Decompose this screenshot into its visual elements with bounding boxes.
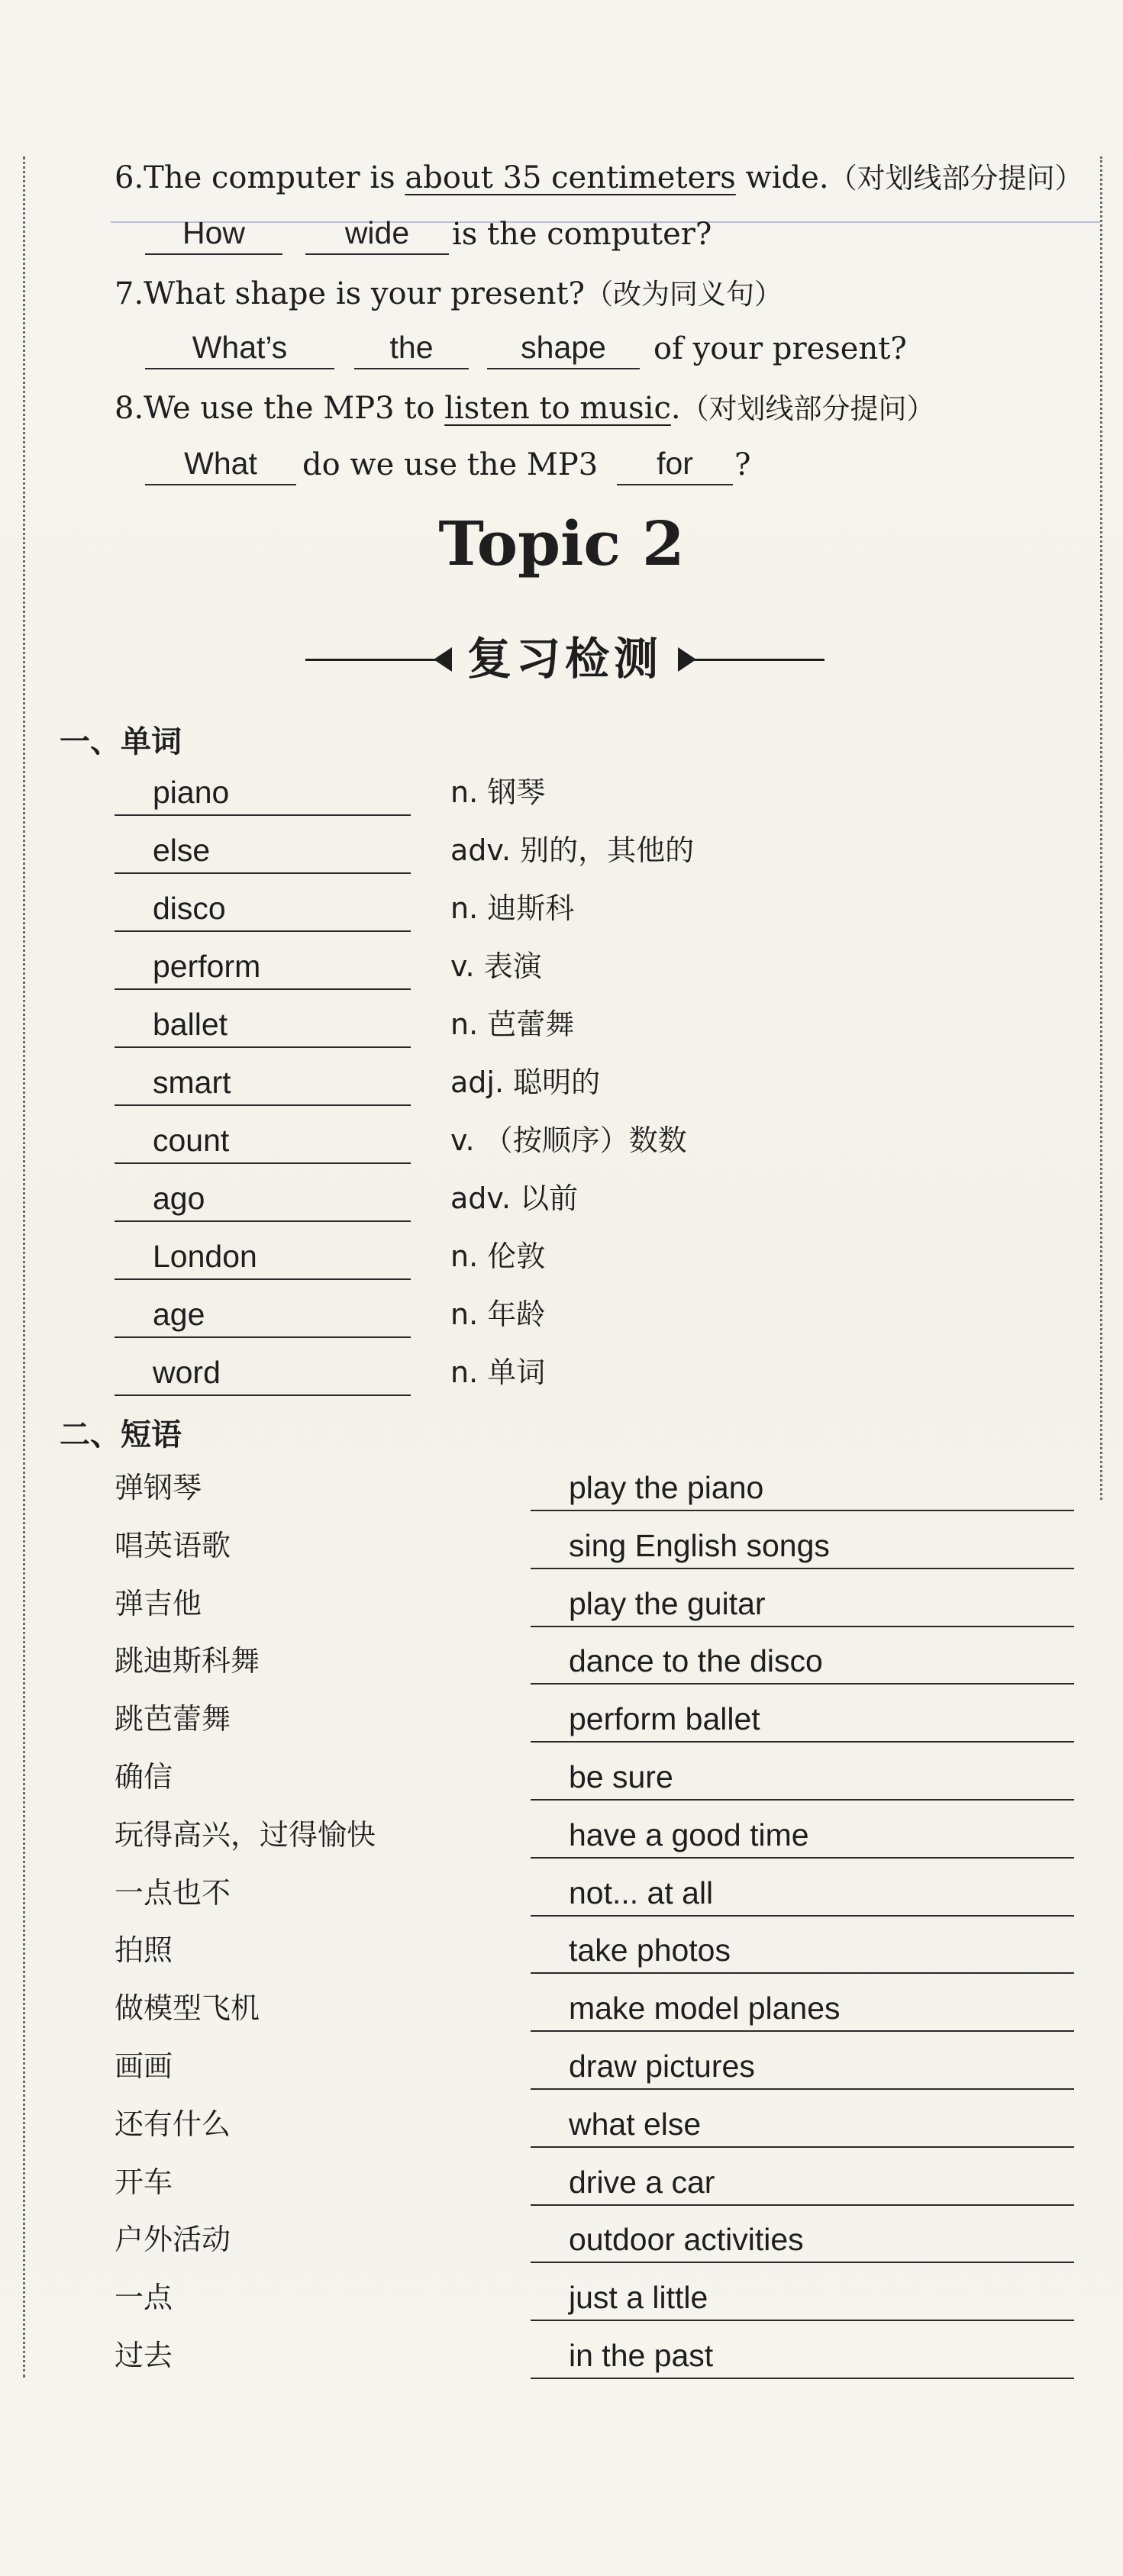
instruction: （对划线部分提问）	[828, 162, 1083, 195]
right-dotted-border	[1100, 156, 1102, 1500]
answer-mid: do we use the MP3	[302, 447, 599, 482]
phrase-chinese: 唱英语歌	[115, 1528, 231, 1562]
banner-line-left	[305, 659, 437, 661]
phrase-chinese: 一点	[115, 2281, 173, 2315]
phrase-english-blank[interactable]: play the guitar	[531, 1580, 1074, 1627]
sentence-text: What shape is your present?	[144, 276, 586, 311]
phrase-english-blank[interactable]: perform ballet	[531, 1695, 1074, 1743]
answer-tail: of your present?	[653, 331, 907, 366]
phrase-english-blank[interactable]: make model planes	[531, 1984, 1074, 2032]
phrase-chinese: 玩得高兴，过得愉快	[115, 1817, 376, 1852]
vocab-meaning: v. 表演	[450, 949, 542, 983]
phrase-chinese: 还有什么	[115, 2107, 231, 2141]
phrase-chinese: 跳芭蕾舞	[115, 1702, 231, 1736]
sentence-number: 8.	[115, 391, 144, 426]
vocab-meaning: n. 迪斯科	[450, 891, 575, 925]
answer-blank[interactable]: What	[145, 443, 296, 485]
sentence-7	[115, 271, 783, 312]
vocab-meaning: n. 伦敦	[450, 1240, 546, 1273]
phrase-english-blank[interactable]: dance to the disco	[531, 1637, 1074, 1685]
instruction: （改为同义句）	[585, 278, 783, 311]
phrase-english-blank[interactable]: be sure	[531, 1753, 1074, 1801]
vocab-heading: 一、单词	[60, 724, 182, 759]
answer-tail: ?	[734, 447, 751, 482]
phrase-chinese: 确信	[115, 1760, 173, 1794]
section-banner	[305, 632, 825, 685]
vocab-meaning: n. 芭蕾舞	[450, 1008, 575, 1041]
sentence-6	[115, 155, 1083, 196]
phrase-chinese: 弹钢琴	[115, 1471, 202, 1504]
vocab-word-blank[interactable]: word	[115, 1349, 411, 1396]
phrases-heading: 二、短语	[60, 1417, 182, 1452]
instruction: （对划线部分提问）	[680, 392, 935, 425]
underlined-phrase: about 35 centimeters	[405, 160, 736, 195]
vocab-meaning: n. 年龄	[450, 1298, 546, 1331]
vocab-word-blank[interactable]: perform	[115, 943, 411, 990]
phrase-english-blank[interactable]: not... at all	[531, 1869, 1074, 1917]
section-banner-title: 复习检测	[466, 633, 663, 685]
phrase-english-blank[interactable]: play the piano	[531, 1464, 1074, 1511]
phrase-english-blank[interactable]: take photos	[531, 1926, 1074, 1974]
phrase-chinese: 弹吉他	[115, 1586, 202, 1620]
sentence-number: 7.	[115, 276, 144, 311]
answer-blank[interactable]: wide	[305, 212, 449, 255]
vocab-word-blank[interactable]: age	[115, 1291, 411, 1338]
phrase-chinese: 户外活动	[115, 2223, 231, 2257]
sentence-text: We use the MP3 to	[144, 391, 445, 426]
vocab-meaning: adj. 聪明的	[450, 1066, 601, 1099]
left-dotted-border	[23, 156, 25, 2378]
answer-blank[interactable]: How	[145, 212, 282, 255]
sentence-text: The computer is	[144, 160, 405, 195]
phrase-chinese: 跳迪斯科舞	[115, 1644, 260, 1678]
phrase-english-blank[interactable]: what else	[531, 2100, 1074, 2148]
vocab-word-blank[interactable]: London	[115, 1233, 411, 1280]
phrase-english-blank[interactable]: outdoor activities	[531, 2216, 1074, 2263]
phrase-chinese: 过去	[115, 2339, 173, 2372]
phrase-chinese: 开车	[115, 2165, 173, 2199]
vocab-meaning: v. （按顺序）数数	[450, 1124, 687, 1157]
vocab-meaning: n. 钢琴	[450, 775, 546, 809]
answer-tail: is the computer?	[452, 217, 712, 252]
sentence-text: .	[670, 391, 681, 426]
phrase-chinese: 拍照	[115, 1933, 173, 1968]
vocab-word-blank[interactable]: else	[115, 827, 411, 874]
left-arrow-icon	[434, 647, 452, 672]
answer-blank[interactable]: the	[354, 327, 469, 369]
phrase-chinese: 做模型飞机	[115, 1991, 260, 2026]
vocab-word-blank[interactable]: ballet	[115, 1001, 411, 1048]
banner-line-right	[693, 659, 825, 661]
phrase-english-blank[interactable]: in the past	[531, 2332, 1074, 2379]
sentence-number: 6.	[115, 160, 144, 195]
vocab-meaning: n. 单词	[450, 1356, 546, 1389]
vocab-word-blank[interactable]: smart	[115, 1059, 411, 1106]
phrase-english-blank[interactable]: just a little	[531, 2274, 1074, 2321]
phrase-english-blank[interactable]: have a good time	[531, 1811, 1074, 1859]
phrase-chinese: 画画	[115, 2049, 173, 2083]
phrase-chinese: 一点也不	[115, 1875, 231, 1910]
vocab-meaning: adv. 别的，其他的	[450, 833, 695, 867]
phrase-english-blank[interactable]: draw pictures	[531, 2042, 1074, 2090]
vocab-word-blank[interactable]: disco	[115, 885, 411, 932]
sentence-8	[115, 385, 935, 427]
vocab-word-blank[interactable]: ago	[115, 1175, 411, 1222]
phrase-english-blank[interactable]: sing English songs	[531, 1522, 1074, 1569]
phrase-english-blank[interactable]: drive a car	[531, 2158, 1074, 2206]
vocab-word-blank[interactable]: count	[115, 1117, 411, 1164]
answer-blank[interactable]: for	[617, 443, 733, 485]
vocab-word-blank[interactable]: piano	[115, 769, 411, 816]
sentence-text: wide.	[735, 160, 829, 195]
answer-blank[interactable]: What’s	[145, 327, 334, 369]
underlined-phrase: listen to music	[444, 391, 671, 426]
topic-title: Topic 2	[438, 508, 685, 579]
answer-blank[interactable]: shape	[487, 327, 640, 369]
vocab-meaning: adv. 以前	[450, 1182, 579, 1215]
